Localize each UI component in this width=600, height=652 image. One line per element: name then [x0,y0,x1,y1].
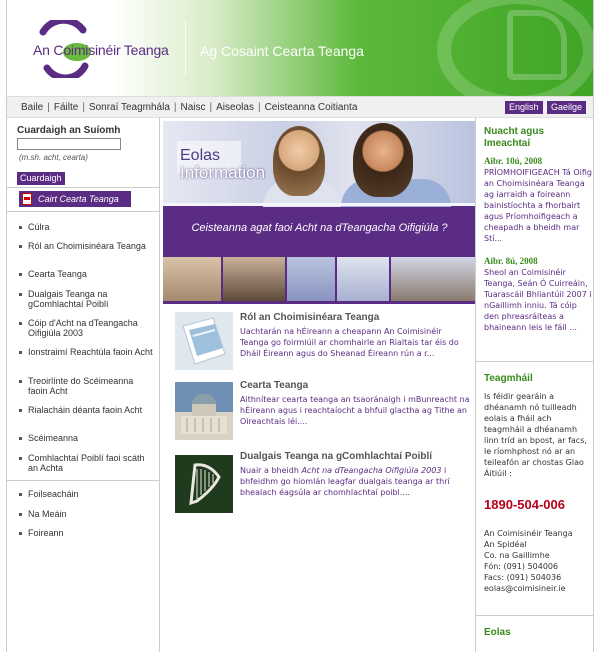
banner-thumbnails [163,257,476,301]
site-header [7,0,593,96]
contact-email-link[interactable]: eolas@coimisineir.ie [484,584,566,593]
person-figure [353,123,413,197]
article-title[interactable]: Cearta Teanga [240,380,309,391]
contact-heading: Teagmháil [484,373,533,384]
language-english-button[interactable]: English [505,101,543,114]
banner-thumbnail [391,257,476,301]
banner-thumbnail [223,257,285,301]
article-body-text: i bhfeidhm go hiomlán leagfar dualgais teanga ar thrí bhealach éagsúla ar chomhlachtaí poibl.... [240,466,450,497]
search-hint: (m.sh. acht, cearta) [19,153,88,162]
four-courts-icon[interactable] [175,382,233,440]
search-title: Cuardaigh an Suíomh [17,125,121,136]
sidebar-item-comhlachtai[interactable]: Comhlachtaí Poiblí faoi scáth an Achta [7,453,159,473]
article-body-act: Acht na dTeangacha Oifigiúla 2003 [301,466,442,475]
eolas-heading: Eolas [484,627,511,638]
nav-link-baile[interactable]: Baile [21,102,44,113]
news-heading: Nuacht agus Imeachtaí [484,126,545,149]
news-date: Aibr. 8ú, 2008 [484,256,538,266]
search-input[interactable] [17,138,121,150]
nav-separator: | [209,102,213,113]
article-body[interactable] [240,465,470,498]
divider [476,615,594,616]
main-content [160,118,475,652]
address-line: Co. na Gaillimhe [484,551,550,560]
sidebar-item-treoirlinte[interactable]: Treoirlínte do Scéimeanna faoin Acht [7,376,159,396]
address-line: An Coimisinéir Teanga [484,529,573,538]
divider [476,361,594,362]
site-tagline: Ag Cosaint Cearta Teanga [200,43,364,59]
sidebar-item-ionstraimi[interactable]: Ionstraimí Reachtúla faoin Acht [7,347,159,357]
sidebar-item-coip[interactable]: Cóip d'Acht na dTeangacha Oifigiúla 2003 [7,318,159,338]
news-date: Aibr. 10ú, 2008 [484,156,543,166]
nav-link-failte[interactable]: Fáilte [53,102,79,113]
sidebar-item-rol[interactable]: Ról an Choimisinéara Teanga [7,241,159,251]
article-body-text: Nuair a bheidh [240,466,302,475]
divider [7,187,159,188]
article-title[interactable]: Dualgais Teanga na gComhlachtaí Poiblí [240,451,433,462]
sidebar-item-cearta[interactable]: Cearta Teanga [7,269,159,279]
nav-separator: | [82,102,85,113]
banner-thumbnail [337,257,389,301]
news-item[interactable]: PRÍOMHOIFIGEACH Tá Oifig an Choimisinéara Teanga ag iarraidh a foireann bainistíochta a fhorbairt agus Príomhoifigeach a cheapadh a bheidh mar Stí... [484,168,592,243]
top-nav [7,96,593,118]
sidebar-item-culra[interactable]: Cúlra [7,222,159,232]
sidebar-item-sceimeanna[interactable]: Scéimeanna [7,433,159,443]
nav-link-aiseolas[interactable]: Aiseolas [216,102,254,113]
divider [7,480,159,481]
article-title[interactable]: Ról an Choimisinéara Teanga [240,312,380,323]
cairt-cearta-button[interactable] [19,191,131,207]
address-phone: Fón: (091) 504006 [484,562,559,571]
language-gaeilge-button[interactable]: Gaeilge [547,101,586,114]
banner-information-text: Information [180,163,266,182]
logo-text[interactable]: An Coimisinéir Teanga [33,42,169,58]
nav-links [21,102,357,113]
contact-address [484,528,592,594]
article-body[interactable]: Aithnítear cearta teanga an tsaoránaigh i mBunreacht na hÉireann agus i reachtaíocht a bhfuil glactha ag Tithe an Oireachtais léi.... [240,395,470,426]
harp-watermark-icon [507,10,567,80]
pdf-icon [22,193,32,205]
nav-link-ceisteanna[interactable]: Ceisteanna Coitianta [264,102,358,113]
sidebar-item-foireann[interactable]: Foireann [7,528,159,538]
address-fax: Facs: (091) 504036 [484,573,562,582]
sidebar-item-dualgais[interactable]: Dualgais Teanga na gComhlachtaí Poiblí [7,289,159,309]
document-icon[interactable] [175,312,233,370]
banner-strip [163,203,476,206]
header-divider [185,20,186,76]
nav-separator: | [47,102,50,113]
contact-phone: 1890-504-006 [484,497,565,512]
nav-separator: | [173,102,177,113]
banner-thumbnail [287,257,335,301]
banner-eolas-text: Eolas [180,147,221,164]
article-body[interactable]: Uachtarán na hÉireann a cheapann An Coimisinéir Teanga go foirmiúil ar chomhairle an Rialtais tar éis do Dháil Éireann agus do Sheanad Éireann rún a r... [240,327,459,358]
harp-icon[interactable] [175,455,233,513]
sidebar-item-foilseachain[interactable]: Foilseacháin [7,489,159,499]
eolas-banner[interactable] [163,121,476,304]
left-sidebar [7,118,160,652]
banner-thumbnail [163,257,221,301]
search-button[interactable]: Cuardaigh [17,172,65,185]
page-frame [6,0,594,652]
divider [7,211,159,212]
sidebar-item-rialachain[interactable]: Rialacháin déanta faoin Acht [7,405,159,415]
cairt-cearta-label: Cairt Cearta Teanga [38,194,119,204]
contact-intro: Is féidir gearáin a dhéanamh nó tuilleadh eolais a fháil ach teagmháil a dhéanamh linn tríd an bpost, ar facs, le ríomhphost nó ar an teileafón ar chostas Glao Áitiúil : [484,392,587,478]
sidebar-item-na-meain[interactable]: Na Meáin [7,509,159,519]
address-line: An Spidéal [484,540,527,549]
news-item[interactable]: Sheol an Coimisinéir Teanga, Seán Ó Cuirreáin, Tuarascáil Bhliantúil 2007 i nGaillimh inniu. Tá cóip den phreasráiteas a bhaineann leis le fáil ... [484,268,592,332]
right-sidebar [475,118,593,652]
banner-caption: Ceisteanna agat faoi Acht na dTeangacha Oifigiúla ? [191,222,448,234]
nav-separator: | [257,102,261,113]
nav-link-sonrai[interactable]: Sonraí Teagmhála [88,102,170,113]
person-figure [273,126,325,196]
nav-link-naisc[interactable]: Naisc [180,102,206,113]
